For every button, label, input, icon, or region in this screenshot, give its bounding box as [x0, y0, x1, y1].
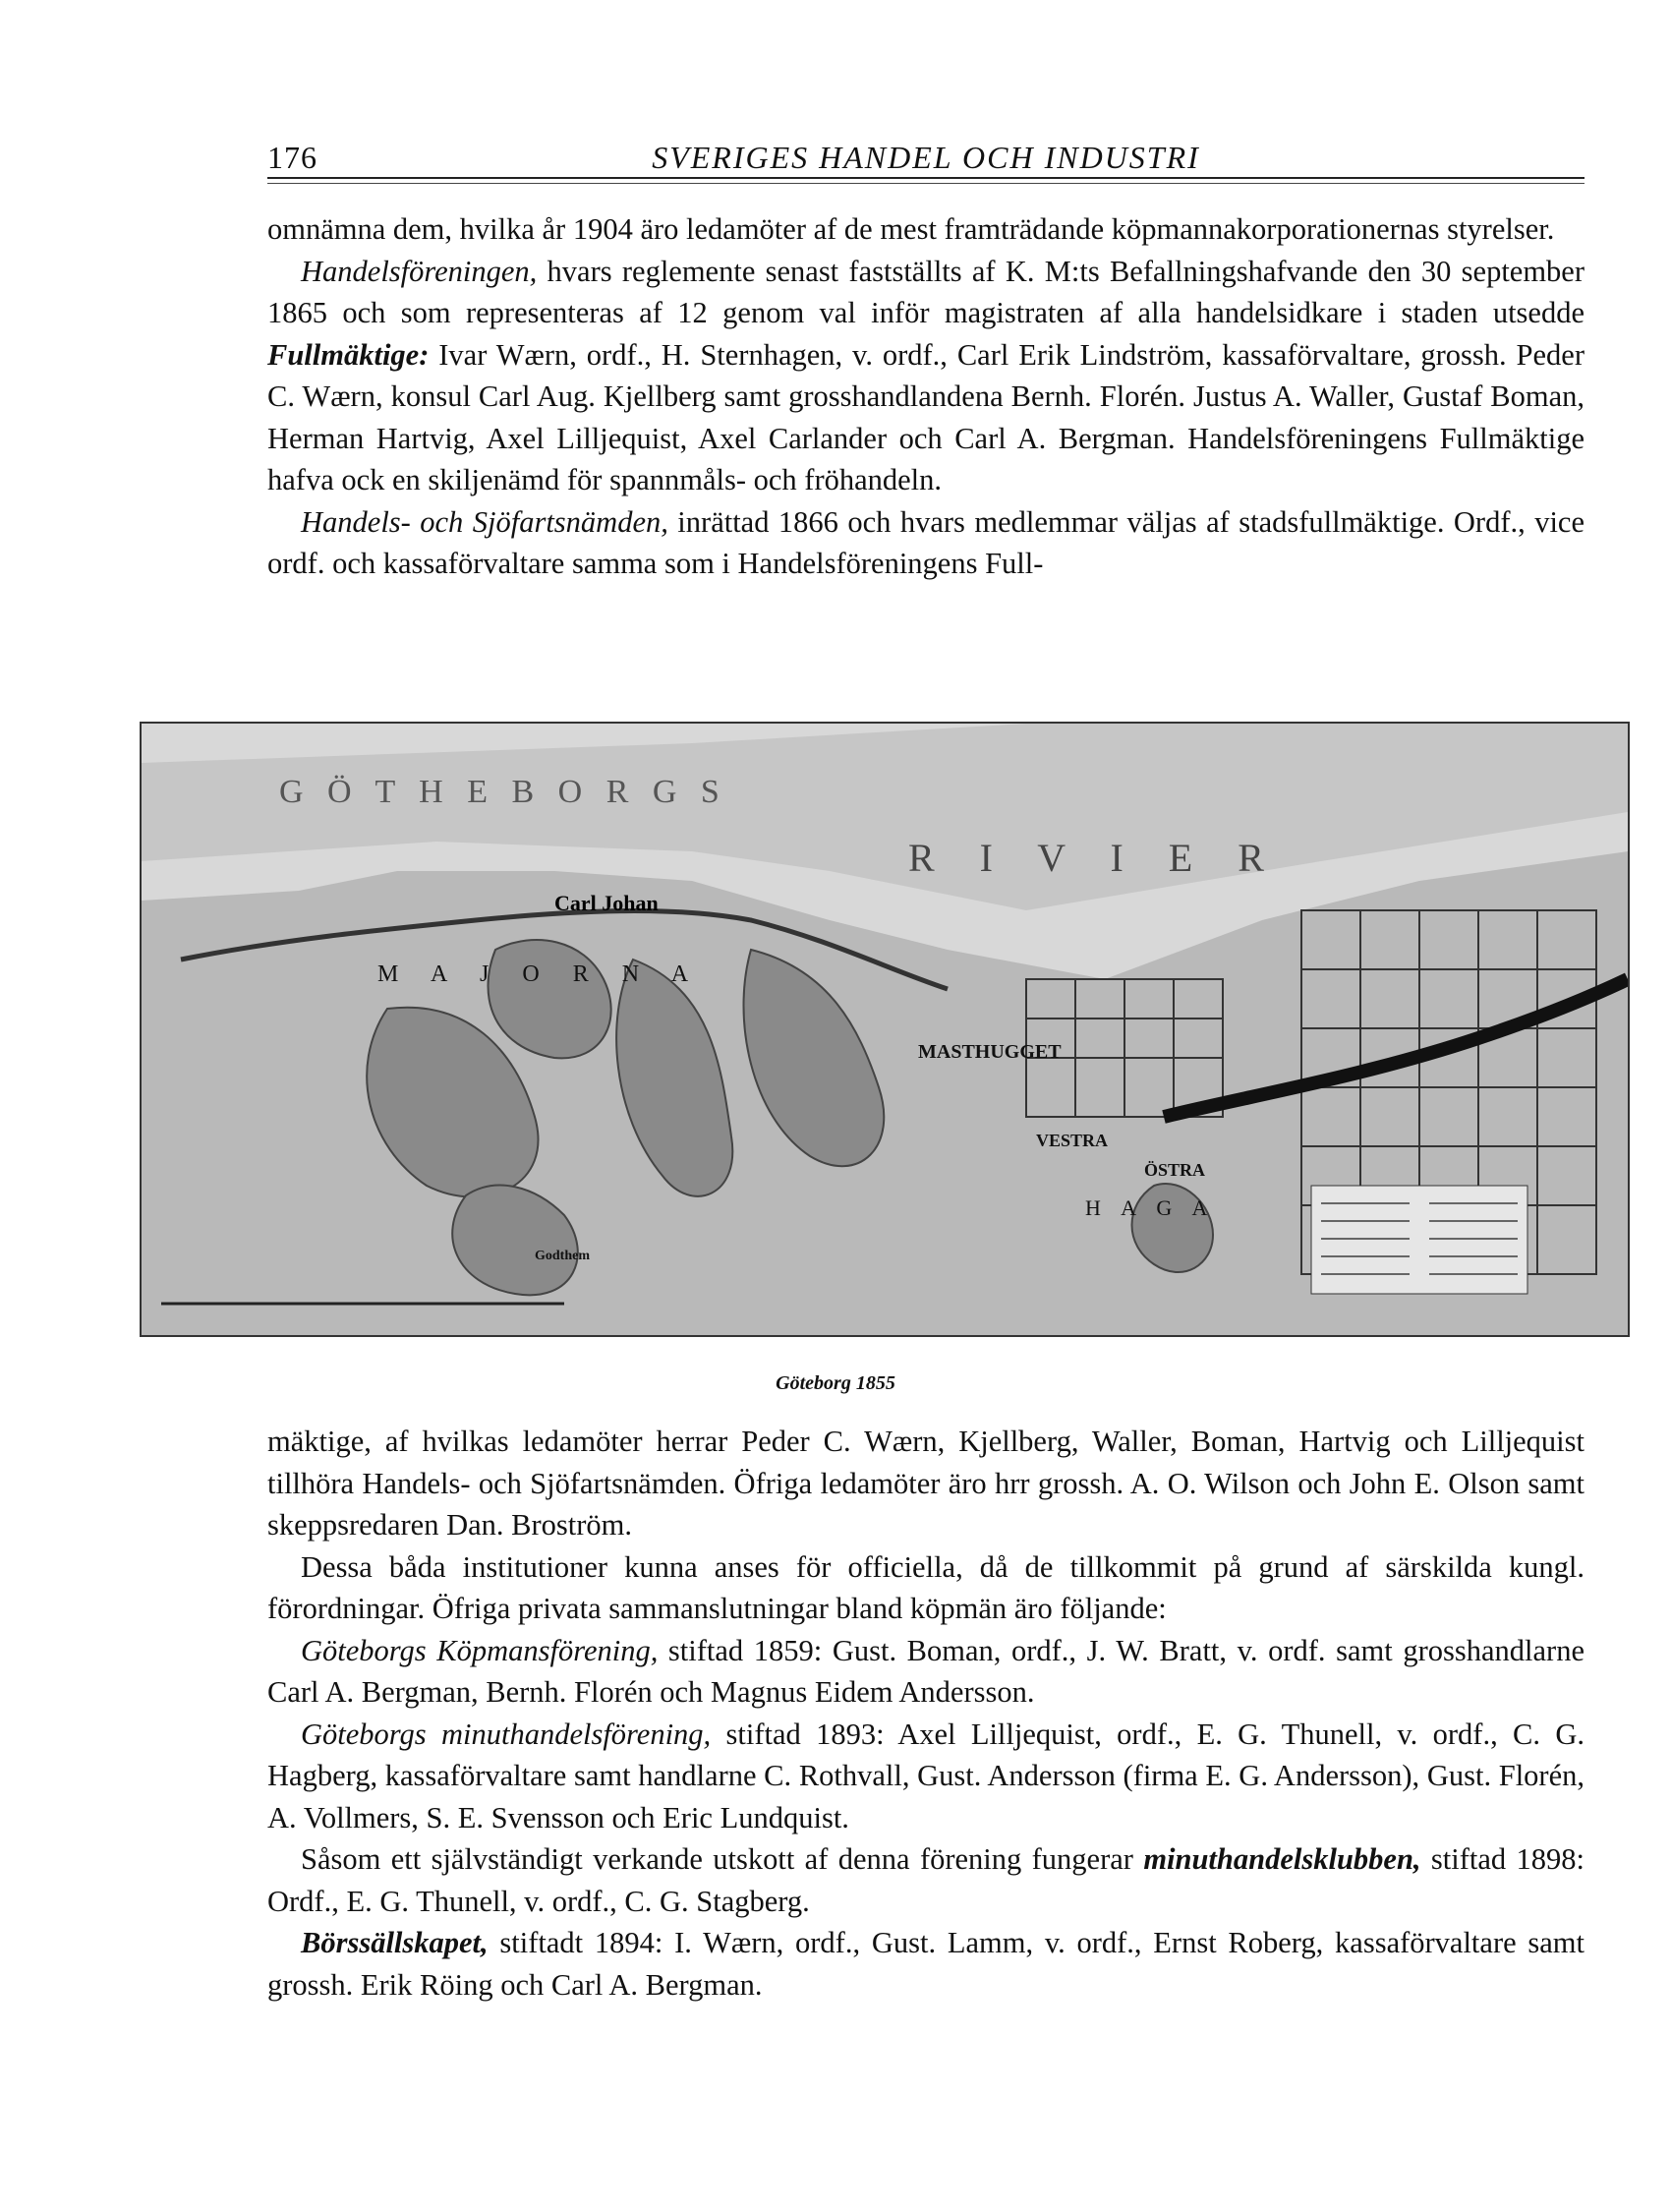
paragraph-handelsforeningen: Handelsföreningen, hvars reglemente senast fastställts af K. M:ts Befallningshafvande den 30 september 1865 och som representeras af 12 genom val inför magistraten af alla handelsidkare i staden utsedde Fullmäktige: Ivar Wærn, ordf., H. Sternhagen, v. ordf., Carl Erik Lindström, kassaförvaltare, grossh. Peder C. Wærn, konsul Carl Aug. Kjellberg samt grosshandlandena Bernh. Florén. Justus A. Waller, Gustaf Boman, Herman Hartvig, Axel Lilljequist, Axel Carlander och Carl A. Bergman. Handelsföreningens Fullmäktige hafva ock en skiljenämd för spannmåls- och fröhandeln.: [267, 254, 1585, 496]
paragraph-borssallskapet: Börssällskapet, stiftadt 1894: I. Wærn, ordf., Gust. Lamm, v. ordf., Ernst Roberg, kassaförvaltare samt grossh. Erik Röing och Carl A. Bergman.: [267, 1926, 1585, 2002]
paragraph-institutions: Dessa båda institutioner kunna anses för officiella, då de tillkommit på grund af särskilda kungl. förordningar. Öfriga privata sammanslutningar bland köpmän äro följande:: [267, 1549, 1585, 1625]
term-sjofartsnamden: Handels- och Sjöfartsnämden,: [301, 504, 668, 539]
map-label-carl-johan: Carl Johan: [554, 891, 659, 915]
map-label-ostra: ÖSTRA: [1144, 1160, 1206, 1180]
paragraph-minuthandelsforening: Göteborgs minuthandelsförening, stiftad 1893: Axel Lilljequist, ordf., E. G. Thunell, v. ordf., C. G. Hagberg, kassaförvaltare samt handlarne C. Rothvall, Gust. Andersson (firma E. G. Andersson), Gust. Florén, A. Vollmers, S. E. Svensson och Eric Lundquist.: [267, 1717, 1585, 1834]
term-minuthandelsforening: Göteborgs minuthandelsförening,: [301, 1717, 712, 1751]
term-fullmaktige: Fullmäktige:: [267, 337, 430, 372]
paragraph-minuthandelsklubben: Såsom ett självständigt verkande utskott af denna förening fungerar minuthandelsklubben, stiftad 1898: Ordf., E. G. Thunell, v. ordf., C. G. Stagberg.: [267, 1842, 1585, 1918]
map-label-gotheborg: G Ö T H E B O R G S: [279, 774, 727, 810]
term-borssallskapet: Börssällskapet,: [301, 1926, 489, 1959]
page-header: [267, 140, 1585, 179]
page-number: 176: [267, 140, 317, 175]
map-label-haga: H A G A: [1085, 1195, 1216, 1220]
paragraph-sjofartsnamden: Handels- och Sjöfartsnämden, inrättad 1866 och hvars medlemmar väljas af stadsfullmäktige. Ordf., vice ordf. och kassaförvaltare samma som i Handelsföreningens Full-: [267, 504, 1585, 580]
paragraph-intro: omnämna dem, hvilka år 1904 äro ledamöter af de mest framträdande köpmannakorporationernas styrelser.: [267, 212, 1555, 246]
map-figure: [140, 722, 1630, 1337]
header-rule-thin: [267, 183, 1585, 184]
term-handelsforeningen: Handelsföreningen,: [301, 254, 538, 288]
map-label-godthem: Godthem: [535, 1249, 590, 1263]
paragraph-kopmansforening: Göteborgs Köpmansförening, stiftad 1859: Gust. Boman, ordf., J. W. Bratt, v. ordf. samt grosshandlarne Carl A. Bergman, Bernh. Florén och Magnus Eidem Andersson.: [267, 1633, 1585, 1709]
map-goteborg-1855: [142, 724, 1628, 1335]
map-label-vestra: VESTRA: [1036, 1131, 1109, 1150]
paragraph-continuation: mäktige, af hvilkas ledamöter herrar Peder C. Wærn, Kjellberg, Waller, Boman, Hartvig och Lilljequist tillhöra Handels- och Sjöfartsnämden. Öfriga ledamöter äro hrr grossh. A. O. Wilson och John E. Olson samt skeppsredaren Dan. Broström.: [267, 1425, 1585, 1542]
header-rule: [267, 177, 1585, 179]
running-title: SVERIGES HANDEL OCH INDUSTRI: [652, 140, 1200, 175]
map-caption: Göteborg 1855: [776, 1372, 895, 1394]
top-text-block: [267, 208, 1585, 585]
bottom-text-block: [267, 1421, 1585, 2006]
map-label-masthugget: MASTHUGGET: [918, 1041, 1062, 1063]
term-kopmansforening: Göteborgs Köpmansförening,: [301, 1633, 659, 1667]
map-label-majorna: M A J O R N A: [377, 961, 703, 987]
map-label-rivier: R I V I E R: [908, 836, 1282, 880]
term-minuthandelsklubben: minuthandelsklubben,: [1143, 1842, 1421, 1876]
